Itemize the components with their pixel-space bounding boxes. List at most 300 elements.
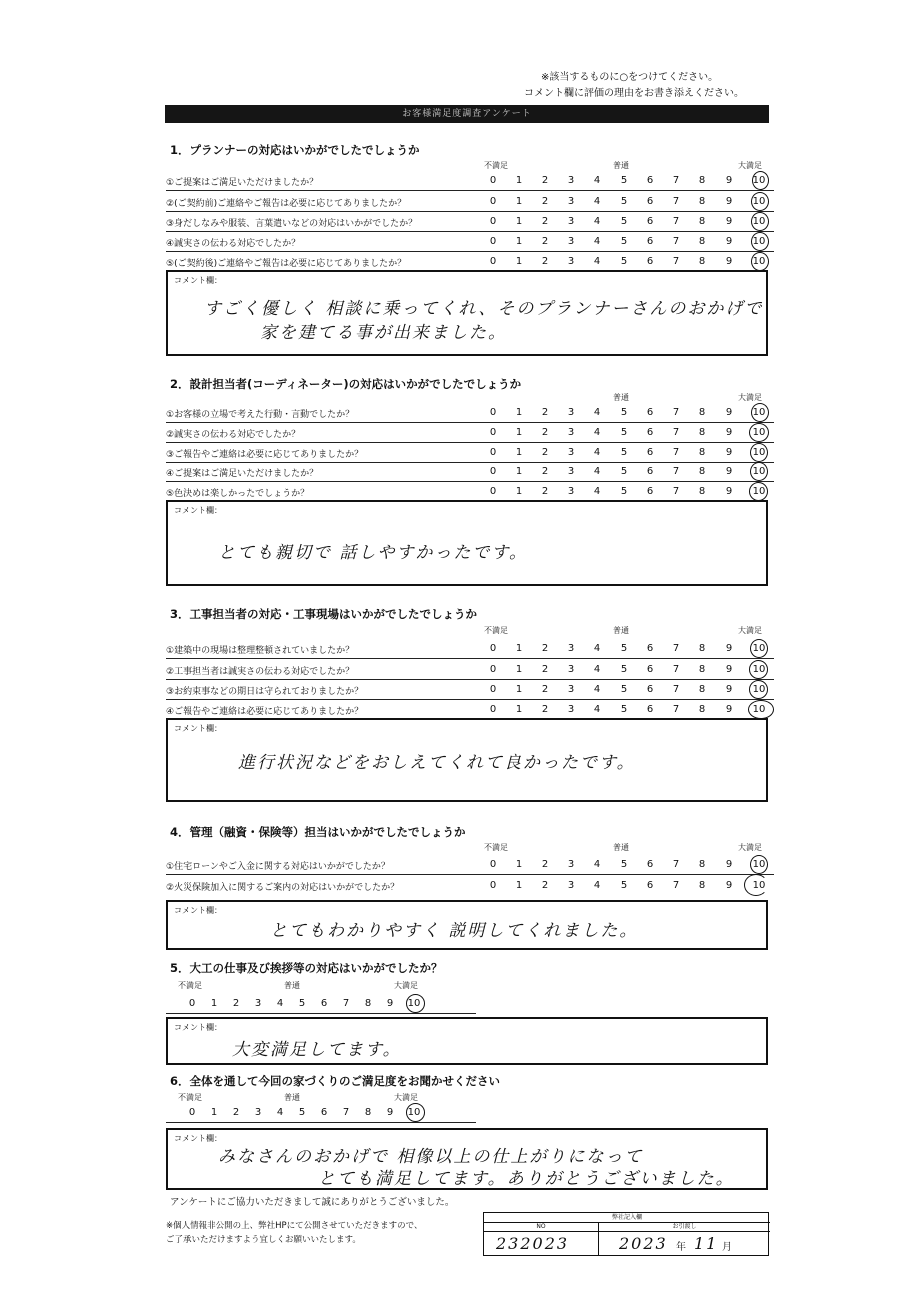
s5-comment-box[interactable]: [166, 1017, 768, 1065]
s1-q4-scale: [486, 236, 776, 248]
office-use-table: [483, 1212, 769, 1256]
delivery-cell[interactable]: [599, 1232, 770, 1256]
s1-comment-line-1: すごく優しく 相談に乗ってくれ、そのプランナーさんのおかげで: [204, 299, 764, 319]
scale-low-label: 不満足: [484, 626, 508, 635]
scale-number: 10: [752, 216, 766, 227]
scale-number: 6: [646, 486, 654, 497]
scale-number: 2: [541, 704, 549, 715]
answer-circle[interactable]: [752, 171, 769, 190]
scale-high-label: 大満足: [738, 626, 762, 635]
scale-number: 7: [672, 427, 680, 438]
s2-q5-text: ⑤色決めは楽しかったでしょうか？: [166, 489, 310, 499]
answer-circle[interactable]: [751, 232, 769, 251]
scale-number: 4: [593, 216, 601, 227]
s3-q1-scale: [486, 643, 776, 655]
row-divider: [166, 231, 774, 232]
s1-comment-box[interactable]: [166, 270, 768, 356]
scale-number: 9: [386, 998, 394, 1009]
scale-number: 7: [672, 447, 680, 458]
scale-number: 3: [567, 466, 575, 477]
scale-number: 10: [752, 643, 766, 654]
answer-circle[interactable]: [749, 482, 768, 501]
scale-number: 0: [489, 216, 497, 227]
section-4-title: 4．管理（融資・保険等）担当はいかがでしたでしょうか: [170, 825, 466, 839]
privacy-line-2: ご了承いただけますよう宜しくお願いいたします。: [166, 1235, 361, 1245]
scale-number: 4: [593, 196, 601, 207]
scale-number: 0: [489, 236, 497, 247]
s4-comment-line-1: とてもわかりやすく 説明してくれました。: [270, 921, 639, 941]
scale-number: 8: [698, 407, 706, 418]
scale-number: 2: [541, 643, 549, 654]
scale-number: 9: [725, 216, 733, 227]
scale-number: 10: [752, 859, 766, 870]
s3-q1-text: ①建築中の現場は整理整頓されていましたか？: [166, 646, 355, 656]
s1-q2-scale: [486, 196, 776, 208]
scale-number: 1: [515, 486, 523, 497]
s3-q4-text: ④ご報告やご連絡は必要に応じてありましたか？: [166, 707, 364, 717]
scale-number: 7: [672, 236, 680, 247]
s6-comment-box[interactable]: [166, 1128, 768, 1190]
s2-q4-text: ④ご提案はご満足いただけましたか？: [166, 469, 319, 479]
s6-scale: [185, 1107, 455, 1119]
scale-number: 9: [725, 486, 733, 497]
scale-number: 6: [646, 704, 654, 715]
s3-q3-scale: [486, 684, 776, 696]
section-6-title: 6．全体を通して今回の家づくりのご満足度をお聞かせください: [170, 1074, 500, 1088]
scale-number: 1: [515, 466, 523, 477]
s3-comment-line-1: 進行状況などをおしえてくれて良かったです。: [238, 753, 636, 773]
scale-number: 6: [646, 466, 654, 477]
scale-number: 8: [698, 196, 706, 207]
scale-number: 8: [698, 859, 706, 870]
scale-number: 8: [698, 175, 706, 186]
scale-number: 0: [489, 196, 497, 207]
s6-comment-line-2: とても満足してます。ありがとうございました。: [318, 1169, 735, 1189]
scale-number: 6: [646, 859, 654, 870]
scale-number: 4: [593, 447, 601, 458]
scale-number: 8: [698, 704, 706, 715]
s4-q1-text: ①住宅ローンやご入金に関する対応はいかがでしたか？: [166, 862, 390, 872]
s2-q3-scale: [486, 447, 776, 459]
s3-comment-box[interactable]: [166, 718, 768, 802]
scale-number: 9: [386, 1107, 394, 1118]
scale-number: 0: [489, 684, 497, 695]
col-delivery-header: お引渡し: [599, 1222, 770, 1232]
scale-number: 3: [567, 427, 575, 438]
scale-number: 2: [232, 1107, 240, 1118]
scale-mid-label: 普通: [613, 161, 629, 170]
s1-q3-scale: [486, 216, 776, 228]
scale-number: 0: [489, 486, 497, 497]
section-1-title: 1．プランナーの対応はいかがでしたでしょうか: [170, 143, 420, 157]
no-cell[interactable]: [484, 1232, 599, 1256]
scale-number: 3: [254, 998, 262, 1009]
scale-number: 7: [672, 664, 680, 675]
scale-mid-label: 普通: [284, 981, 300, 990]
answer-circle[interactable]: [750, 855, 768, 874]
scale-number: 6: [646, 664, 654, 675]
scale-number: 7: [672, 643, 680, 654]
scale-number: 4: [593, 466, 601, 477]
scale-number: 6: [320, 1107, 328, 1118]
answer-circle[interactable]: [751, 252, 769, 271]
scale-number: 3: [567, 704, 575, 715]
row-divider: [166, 874, 774, 875]
s6-comment-line-1: みなさんのおかげで 相像以上の仕上がりになって: [218, 1147, 644, 1167]
scale-low-label: 不満足: [484, 161, 508, 170]
s2-q2-scale: [486, 427, 776, 439]
scale-number: 0: [489, 256, 497, 267]
scale-number: 5: [620, 236, 628, 247]
answer-circle[interactable]: [749, 423, 769, 442]
scale-number: 3: [567, 880, 575, 891]
scale-number: 8: [698, 684, 706, 695]
scale-number: 2: [541, 664, 549, 675]
scale-number: 2: [541, 175, 549, 186]
scale-number: 1: [515, 256, 523, 267]
scale-number: 6: [646, 407, 654, 418]
scale-number: 5: [620, 704, 628, 715]
row-divider: [166, 251, 774, 252]
scale-number: 5: [620, 175, 628, 186]
answer-circle[interactable]: [749, 680, 768, 699]
answer-circle[interactable]: [751, 403, 769, 422]
scale-high-label: 大満足: [394, 981, 418, 990]
answer-circle[interactable]: [744, 874, 768, 896]
scale-number: 10: [752, 256, 766, 267]
answer-circle[interactable]: [749, 660, 768, 679]
scale-number: 7: [342, 998, 350, 1009]
scale-number: 2: [541, 256, 549, 267]
s4-q1-scale: [486, 859, 776, 871]
scale-number: 10: [752, 447, 766, 458]
scale-number: 5: [298, 1107, 306, 1118]
scale-number: 4: [593, 859, 601, 870]
scale-number: 0: [489, 175, 497, 186]
s1-q4-text: ④誠実さの伝わる対応でしたか？: [166, 239, 301, 249]
scale-number: 9: [725, 643, 733, 654]
scale-number: 0: [489, 664, 497, 675]
scale-number: 7: [342, 1107, 350, 1118]
scale-number: 1: [515, 407, 523, 418]
scale-number: 5: [620, 447, 628, 458]
scale-number: 9: [725, 236, 733, 247]
scale-number: 4: [276, 998, 284, 1009]
s2-q2-text: ②誠実さの伝わる対応でしたか？: [166, 430, 301, 440]
scale-number: 8: [698, 880, 706, 891]
s1-q2-text: ②(ご契約前)ご連絡やご報告は必要に応じてありましたか？: [166, 199, 407, 209]
scale-number: 1: [515, 704, 523, 715]
row-divider: [166, 211, 774, 212]
comment-label: コメント欄：: [174, 1134, 222, 1143]
office-header: 弊社記入欄: [484, 1213, 770, 1223]
scale-number: 1: [515, 447, 523, 458]
scale-number: 0: [489, 643, 497, 654]
comment-label: コメント欄：: [174, 906, 222, 915]
scale-mid-label: 普通: [284, 1093, 300, 1102]
scale-number: 4: [593, 684, 601, 695]
section-3-title: 3．工事担当者の対応・工事現場はいかがでしたでしょうか: [170, 607, 477, 621]
scale-number: 6: [646, 643, 654, 654]
scale-number: 8: [698, 427, 706, 438]
s3-q2-text: ②工事担当者は誠実さの伝わる対応でしたか？: [166, 667, 355, 677]
scale-number: 1: [515, 880, 523, 891]
scale-number: 2: [541, 407, 549, 418]
scale-number: 2: [541, 447, 549, 458]
row-divider: [166, 699, 774, 700]
scale-number: 2: [541, 486, 549, 497]
scale-number: 4: [593, 664, 601, 675]
scale-number: 8: [698, 466, 706, 477]
scale-high-label: 大満足: [738, 161, 762, 170]
scale-number: 6: [646, 196, 654, 207]
scale-number: 9: [725, 704, 733, 715]
scale-mid-label: 普通: [613, 843, 629, 852]
scale-number: 5: [620, 407, 628, 418]
scale-number: 5: [620, 859, 628, 870]
scale-number: 4: [593, 486, 601, 497]
s2-q5-scale: [486, 486, 776, 498]
scale-number: 10: [407, 998, 421, 1009]
scale-number: 5: [620, 684, 628, 695]
scale-number: 2: [541, 859, 549, 870]
scale-number: 3: [567, 175, 575, 186]
scale-number: 4: [593, 427, 601, 438]
scale-number: 6: [320, 998, 328, 1009]
scale-number: 2: [541, 684, 549, 695]
scale-number: 9: [725, 466, 733, 477]
scale-number: 8: [698, 236, 706, 247]
row-divider: [166, 679, 774, 680]
scale-number: 10: [752, 486, 766, 497]
scale-number: 0: [489, 466, 497, 477]
instruction-line-1: ※該当するものに○をつけてください。: [541, 72, 719, 83]
scale-number: 7: [672, 216, 680, 227]
scale-number: 5: [620, 256, 628, 267]
answer-circle[interactable]: [748, 700, 774, 719]
scale-number: 9: [725, 859, 733, 870]
row-divider: [166, 442, 774, 443]
scale-number: 6: [646, 216, 654, 227]
scale-high-label: 大満足: [738, 393, 762, 402]
scale-number: 6: [646, 427, 654, 438]
scale-number: 6: [646, 175, 654, 186]
row-divider: [166, 190, 774, 191]
scale-number: 2: [541, 880, 549, 891]
scale-high-label: 大満足: [394, 1093, 418, 1102]
privacy-line-1: ※個人情報非公開の上、弊社HPにて公開させていただきますので、: [166, 1221, 423, 1231]
scale-number: 3: [567, 216, 575, 227]
scale-number: 5: [620, 466, 628, 477]
scale-number: 10: [752, 664, 766, 675]
scale-number: 6: [646, 880, 654, 891]
scale-number: 10: [752, 880, 766, 891]
s1-q1-scale: [486, 175, 776, 187]
scale-number: 1: [515, 859, 523, 870]
scale-number: 1: [515, 643, 523, 654]
comment-label: コメント欄：: [174, 276, 222, 285]
scale-number: 8: [698, 643, 706, 654]
scale-number: 1: [515, 196, 523, 207]
scale-number: 8: [698, 447, 706, 458]
scale-number: 5: [620, 643, 628, 654]
scale-number: 3: [567, 684, 575, 695]
instruction-line-2: コメント欄に評価の理由をお書き添えください。: [524, 88, 744, 99]
scale-number: 0: [188, 1107, 196, 1118]
scale-number: 3: [567, 643, 575, 654]
scale-mid-label: 普通: [613, 626, 629, 635]
scale-number: 8: [364, 998, 372, 1009]
scale-high-label: 大満足: [738, 843, 762, 852]
scale-number: 3: [567, 236, 575, 247]
scale-number: 3: [567, 859, 575, 870]
scale-number: 10: [752, 196, 766, 207]
s2-q3-text: ③ご報告やご連絡は必要に応じてありましたか？: [166, 450, 364, 460]
scale-number: 9: [725, 664, 733, 675]
scale-number: 8: [698, 664, 706, 675]
year-unit: 年: [676, 1242, 686, 1253]
scale-number: 6: [646, 684, 654, 695]
scale-number: 5: [620, 196, 628, 207]
scale-number: 1: [515, 216, 523, 227]
answer-circle[interactable]: [751, 212, 769, 231]
scale-number: 4: [593, 256, 601, 267]
s3-q3-text: ③お約束事などの期日は守られておりましたか？: [166, 687, 364, 697]
scale-number: 2: [541, 216, 549, 227]
scale-number: 4: [593, 643, 601, 654]
s4-q2-scale: [486, 880, 776, 892]
scale-number: 2: [541, 196, 549, 207]
answer-circle[interactable]: [406, 1103, 425, 1122]
scale-number: 2: [541, 236, 549, 247]
scale-number: 3: [567, 486, 575, 497]
answer-circle[interactable]: [751, 192, 769, 211]
scale-number: 1: [515, 664, 523, 675]
scale-number: 3: [567, 256, 575, 267]
s1-q5-scale: [486, 256, 776, 268]
scale-number: 9: [725, 196, 733, 207]
scale-number: 5: [620, 880, 628, 891]
scale-number: 9: [725, 427, 733, 438]
scale-number: 7: [672, 407, 680, 418]
scale-number: 10: [752, 236, 766, 247]
scale-number: 7: [672, 175, 680, 186]
scale-number: 10: [752, 704, 766, 715]
scale-number: 7: [672, 684, 680, 695]
s2-q4-scale: [486, 466, 776, 478]
scale-number: 8: [364, 1107, 372, 1118]
scale-number: 4: [593, 175, 601, 186]
scale-low-label: 不満足: [484, 843, 508, 852]
s2-comment-line-1: とても親切で 話しやすかったです。: [218, 543, 529, 563]
s1-q1-text: ①ご提案はご満足いただけましたか？: [166, 178, 319, 188]
scale-number: 5: [298, 998, 306, 1009]
scale-number: 9: [725, 447, 733, 458]
thanks-message: アンケートにご協力いただきまして誠にありがとうございました。: [170, 1197, 455, 1208]
row-divider: [166, 658, 774, 659]
s1-q3-text: ③身だしなみや服装、言葉遣いなどの対応はいかがでしたか？: [166, 219, 418, 229]
scale-number: 5: [620, 216, 628, 227]
answer-circle[interactable]: [750, 443, 768, 462]
comment-label: コメント欄：: [174, 1023, 222, 1032]
scale-number: 0: [489, 704, 497, 715]
scale-number: 8: [698, 256, 706, 267]
scale-number: 4: [276, 1107, 284, 1118]
s2-q1-text: ①お客様の立場で考えた行動・言動でしたか？: [166, 410, 355, 420]
scale-number: 5: [620, 427, 628, 438]
s3-q2-scale: [486, 664, 776, 676]
scale-number: 9: [725, 407, 733, 418]
scale-number: 7: [672, 466, 680, 477]
s2-comment-box[interactable]: [166, 500, 768, 586]
s5-scale: [185, 998, 455, 1010]
scale-number: 0: [188, 998, 196, 1009]
comment-label: コメント欄：: [174, 724, 222, 733]
scale-number: 0: [489, 427, 497, 438]
scale-number: 1: [210, 998, 218, 1009]
row-divider: [166, 422, 774, 423]
row-divider: [166, 1013, 476, 1014]
answer-circle[interactable]: [406, 994, 425, 1013]
scale-number: 1: [515, 427, 523, 438]
scale-number: 10: [752, 407, 766, 418]
scale-number: 7: [672, 196, 680, 207]
no-value: 232023: [496, 1234, 570, 1253]
scale-number: 6: [646, 447, 654, 458]
year-value: 2023: [619, 1234, 668, 1253]
scale-number: 10: [752, 175, 766, 186]
scale-number: 10: [752, 427, 766, 438]
row-divider: [166, 481, 774, 482]
scale-number: 3: [567, 447, 575, 458]
scale-number: 0: [489, 859, 497, 870]
scale-number: 3: [254, 1107, 262, 1118]
scale-number: 4: [593, 407, 601, 418]
scale-number: 1: [515, 684, 523, 695]
scale-number: 9: [725, 684, 733, 695]
scale-number: 7: [672, 880, 680, 891]
scale-number: 0: [489, 407, 497, 418]
scale-number: 2: [541, 427, 549, 438]
scale-number: 8: [698, 216, 706, 227]
answer-circle[interactable]: [750, 639, 768, 658]
scale-number: 10: [752, 466, 766, 477]
month-value: 11: [694, 1234, 719, 1253]
survey-title-bar: お客様満足度調査アンケート: [165, 105, 769, 123]
s5-comment-line-1: 大変満足してます。: [232, 1040, 402, 1060]
month-unit: 月: [722, 1242, 732, 1253]
row-divider: [166, 462, 774, 463]
s1-q5-text: ⑤(ご契約後)ご連絡やご報告は必要に応じてありましたか？: [166, 259, 407, 269]
section-5-title: 5．大工の仕事及び挨拶等の対応はいかがでしたか？: [170, 961, 443, 975]
s4-comment-box[interactable]: [166, 900, 768, 950]
scale-number: 7: [672, 256, 680, 267]
scale-number: 9: [725, 175, 733, 186]
scale-number: 1: [515, 236, 523, 247]
s2-q1-scale: [486, 407, 776, 419]
scale-number: 3: [567, 196, 575, 207]
scale-number: 10: [752, 684, 766, 695]
scale-number: 4: [593, 704, 601, 715]
scale-number: 9: [725, 256, 733, 267]
comment-label: コメント欄：: [174, 506, 222, 515]
scale-number: 7: [672, 704, 680, 715]
scale-mid-label: 普通: [613, 393, 629, 402]
scale-number: 2: [232, 998, 240, 1009]
scale-number: 1: [210, 1107, 218, 1118]
scale-number: 3: [567, 664, 575, 675]
answer-circle[interactable]: [750, 462, 768, 481]
